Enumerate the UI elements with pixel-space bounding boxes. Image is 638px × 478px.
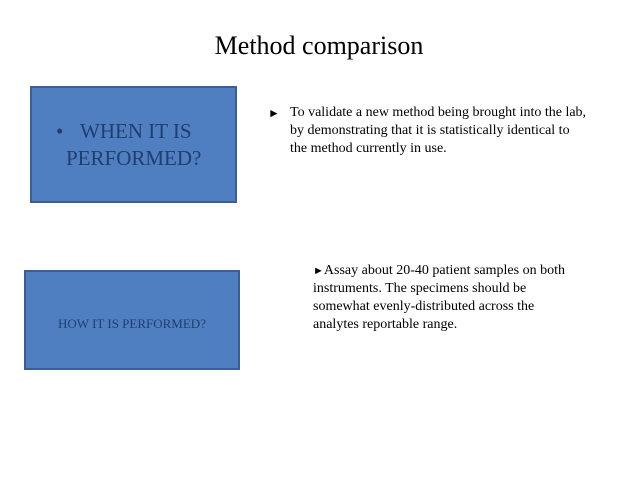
- bullet-validate-text: To validate a new method being brought into the lab, by demonstrating that it is statistically identical to the method currently in use.: [290, 105, 587, 156]
- how-performed-box: [24, 270, 240, 370]
- bullet-assay-text: Assay about 20-40 patient samples on both instruments. The specimens should be somewhat evenly-distributed across the analytes reportable range.: [313, 263, 565, 332]
- triangle-bullet-icon: ►: [268, 106, 280, 120]
- bullet-dot-icon: •: [56, 119, 64, 143]
- how-performed-label: HOW IT IS PERFORMED?: [58, 316, 206, 331]
- when-performed-text: [56, 118, 236, 172]
- bullet-assay-samples: [313, 262, 583, 334]
- when-performed-box: [30, 86, 237, 203]
- when-performed-line-1: WHEN IT IS: [80, 119, 192, 143]
- slide-title: Method comparison: [214, 31, 424, 60]
- bullet-validate-method: [268, 104, 588, 158]
- triangle-bullet-icon: ►: [313, 265, 324, 277]
- when-performed-line-2: PERFORMED?: [66, 146, 202, 170]
